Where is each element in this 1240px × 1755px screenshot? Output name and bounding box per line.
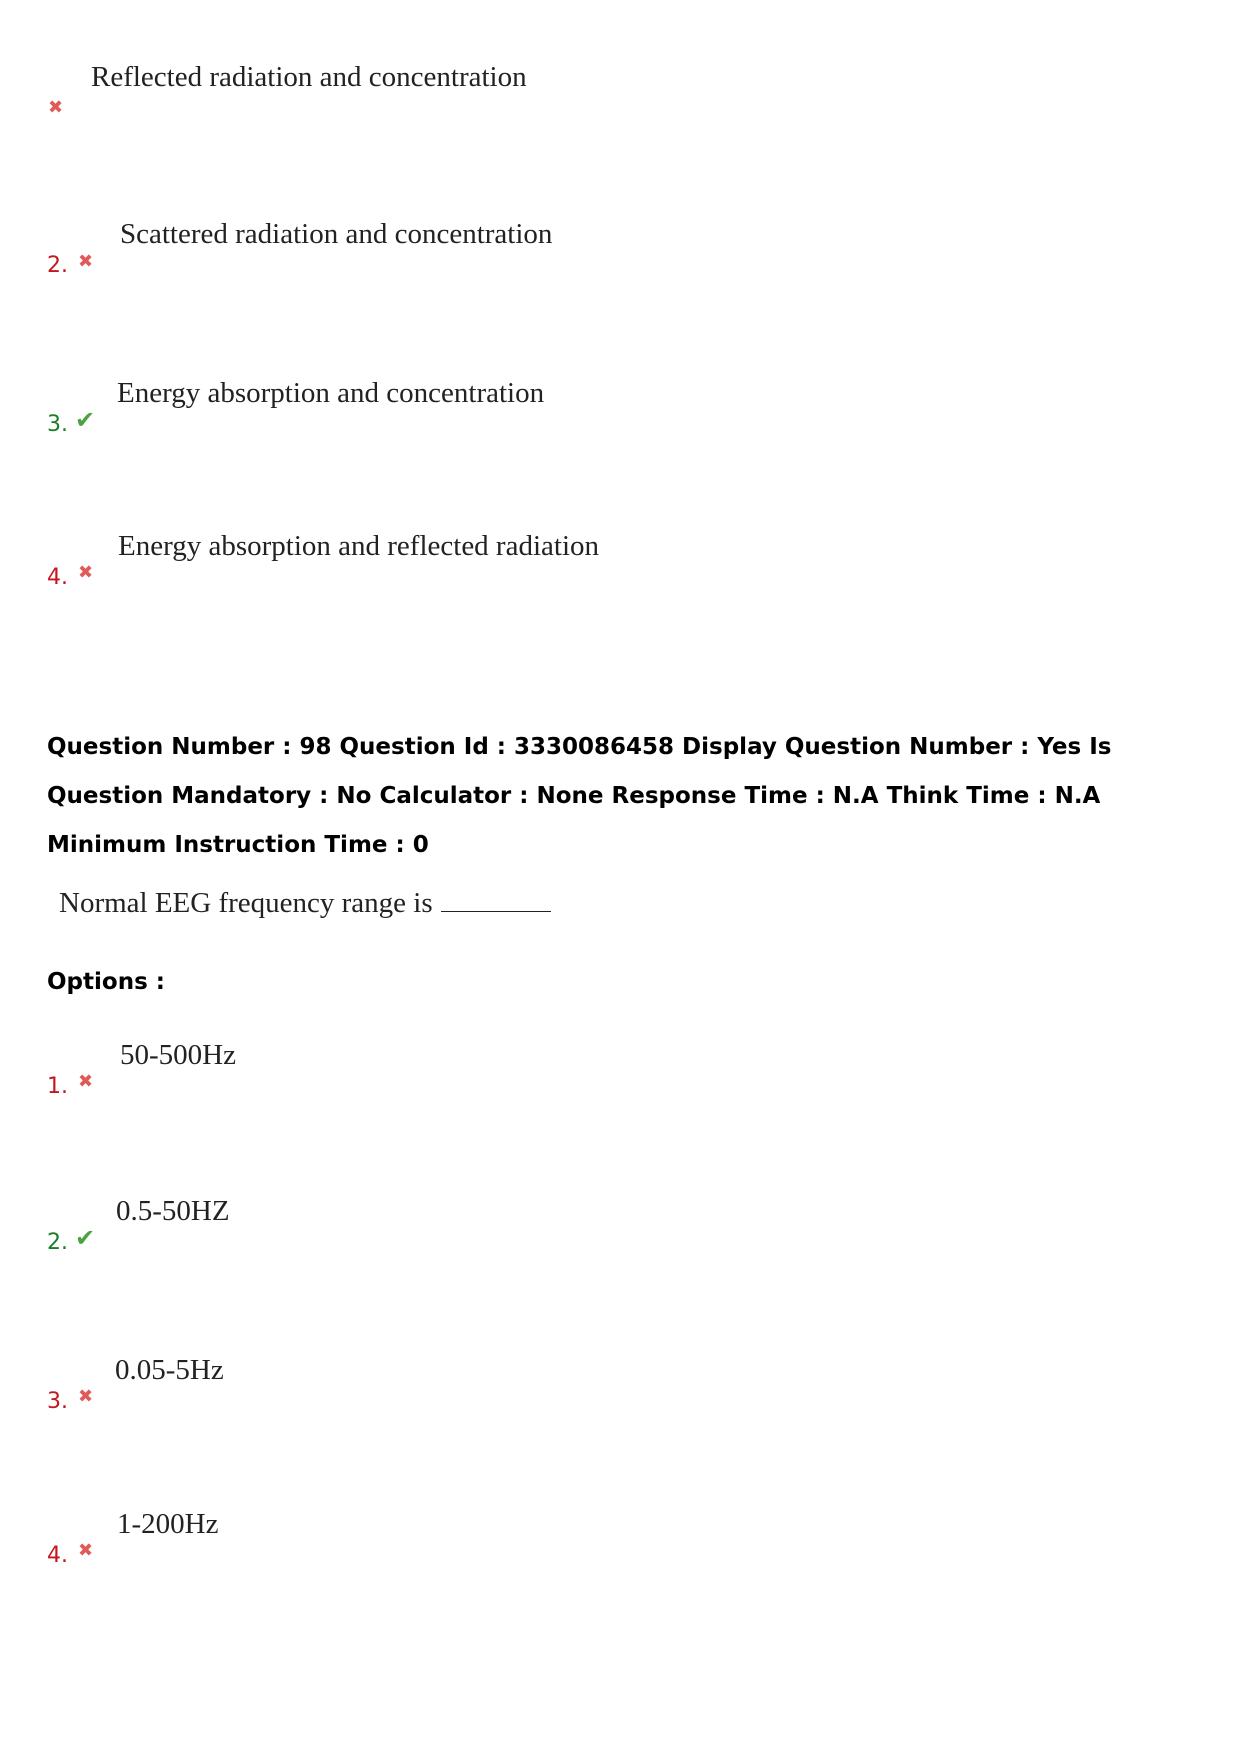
cross-icon: ✖ (78, 1386, 94, 1407)
option-number: 2. (47, 1230, 68, 1255)
check-icon: ✔ (75, 1224, 96, 1252)
option-number: 3. (47, 1389, 68, 1414)
option-number: 3. (47, 412, 68, 437)
option-number: 2. (47, 253, 68, 278)
cross-icon: ✖ (78, 1540, 94, 1561)
cross-icon: ✖ (48, 97, 64, 118)
question-text-content: Normal EEG frequency range is (59, 887, 433, 919)
option-number: 1. (47, 1074, 68, 1099)
option-text: Energy absorption and concentration (117, 377, 545, 409)
question-text (59, 885, 551, 920)
option-text: 50-500Hz (120, 1039, 236, 1071)
option-number: 4. (47, 1543, 68, 1568)
answer-blank (441, 885, 551, 912)
option-text: 1-200Hz (117, 1508, 219, 1540)
question-meta: Question Number : 98 Question Id : 3330086458 Display Question Number : Yes Is Question Mandatory : No Calculator : None Response Time : N.A Think Time : N.A Minimum Instruction Time : 0 (47, 734, 1112, 858)
option-text: Energy absorption and reflected radiation (118, 530, 600, 562)
option-text: Reflected radiation and concentration (91, 61, 527, 93)
cross-icon: ✖ (78, 562, 94, 583)
check-icon: ✔ (75, 406, 96, 434)
option-number: 4. (47, 565, 68, 590)
option-text: Scattered radiation and concentration (120, 218, 553, 250)
options-label: Options : (47, 969, 165, 995)
cross-icon: ✖ (78, 251, 94, 272)
cross-icon: ✖ (78, 1071, 94, 1092)
option-text: 0.05-5Hz (115, 1354, 224, 1386)
option-text: 0.5-50HZ (116, 1195, 230, 1227)
